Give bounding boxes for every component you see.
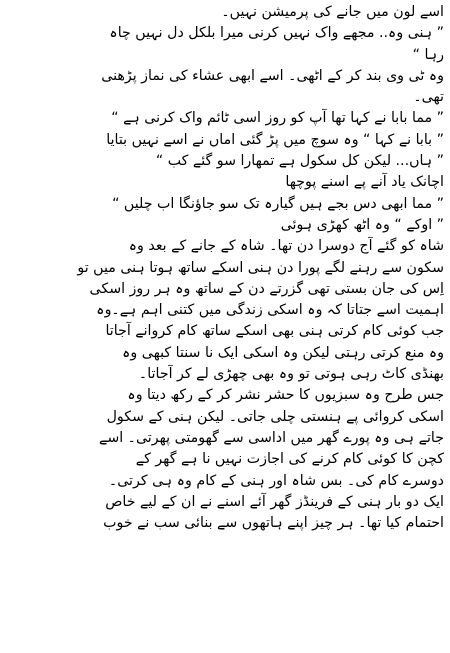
text-line: جب کوئی کام کرتی ہنی بھی اسکے ساتھ کام کروانے آجاتا [105,323,444,340]
text-line: سکون سے رہنے لگے پورا دن ہنی اسکے ساتھ ہوتا ہنی میں تو [77,259,444,276]
text-line: ” مما ابھی دس بجے ہیں گیارہ تک سو جاؤنگا اب چلیں “ [112,195,444,212]
text-line: تھی۔ [413,89,444,106]
text-line: رہا “ [412,46,444,63]
text-line: ایک دو بار ہنی کے فرینڈز گھر آئے اسنے نے ان کے لیے خاص [105,493,444,510]
text-line: جاتے ہی وہ پورے گھر میں اداسی سے گھومتی پھرتی۔ اسے [99,429,444,446]
text-line: شاہ کو گئے آج دوسرا دن تھا۔ شاہ کے جانے کے بعد وہ [128,238,444,255]
text-line: اچانک یاد آنے پے اسنے پوچھا [285,174,444,191]
text-line: ” اوکے “ وہ اٹھ کھڑی ہوئی [280,216,444,233]
urdu-text-page [6,2,444,534]
text-line: دوسرے کام کی۔ بس شاہ اور ہنی کے کام وہ ہی کرتی۔ [108,472,444,489]
text-line: وہ منع کرتی رہتی لیکن وہ اسکی ایک نا سنتا کبھی وہ [122,344,444,361]
text-line: وہ ٹی وی بند کر کے اٹھی۔ اسے ابھی عشاء کی نماز پڑھنی [101,67,444,84]
text-line: اسے لون میں جانے کی پرمیشن نہیں۔ [221,4,444,20]
text-line: جس طرح وہ سبزیوں کا حشر نشر کر کے رکھ دیتا وہ [127,387,444,404]
text-line: احتمام کیا تھا۔ ہر چیز اپنے ہاتھوں سے بنائی سب نے خوب [103,515,444,532]
text-line: اِس کی جان بستی تھی گزرتے دن کے ساتھ وہ ہر روز اسکی [89,280,444,297]
text-line: ” ہنی وہ.. مجھے واک نہیں کرنی میرا بلکل دل نہیں چاہ [109,25,444,42]
text-line: ” بابا نے کہا “ وہ سوچ میں پڑ گئی اماں نے اسے نہیں بتایا [106,131,444,148]
text-line: ” مما بابا نے کہا تھا آپ کو روز اسی ٹائم واک کرنی ہے “ [111,110,444,127]
text-line: بھنڈی کاٹ رہی ہوتی تو وہ بھی چھڑی لے کر آجاتا۔ [138,366,444,383]
text-line: اسکی کروائی پے ہنستی چلی جاتی۔ لیکن ہنی کے سکول [106,408,444,425]
text-line: اہمیت اسے جتاتا کہ وہ اسکی زندگی میں کتنی اہم ہے۔وہ [96,302,444,319]
text-line: کچن کا کوئی کام کرنے کی اجازت نہیں نا ہے گھر کے [135,451,444,468]
text-line: ” ہاں... لیکن کل سکول ہے تمھارا سو گئے کب “ [155,153,444,170]
